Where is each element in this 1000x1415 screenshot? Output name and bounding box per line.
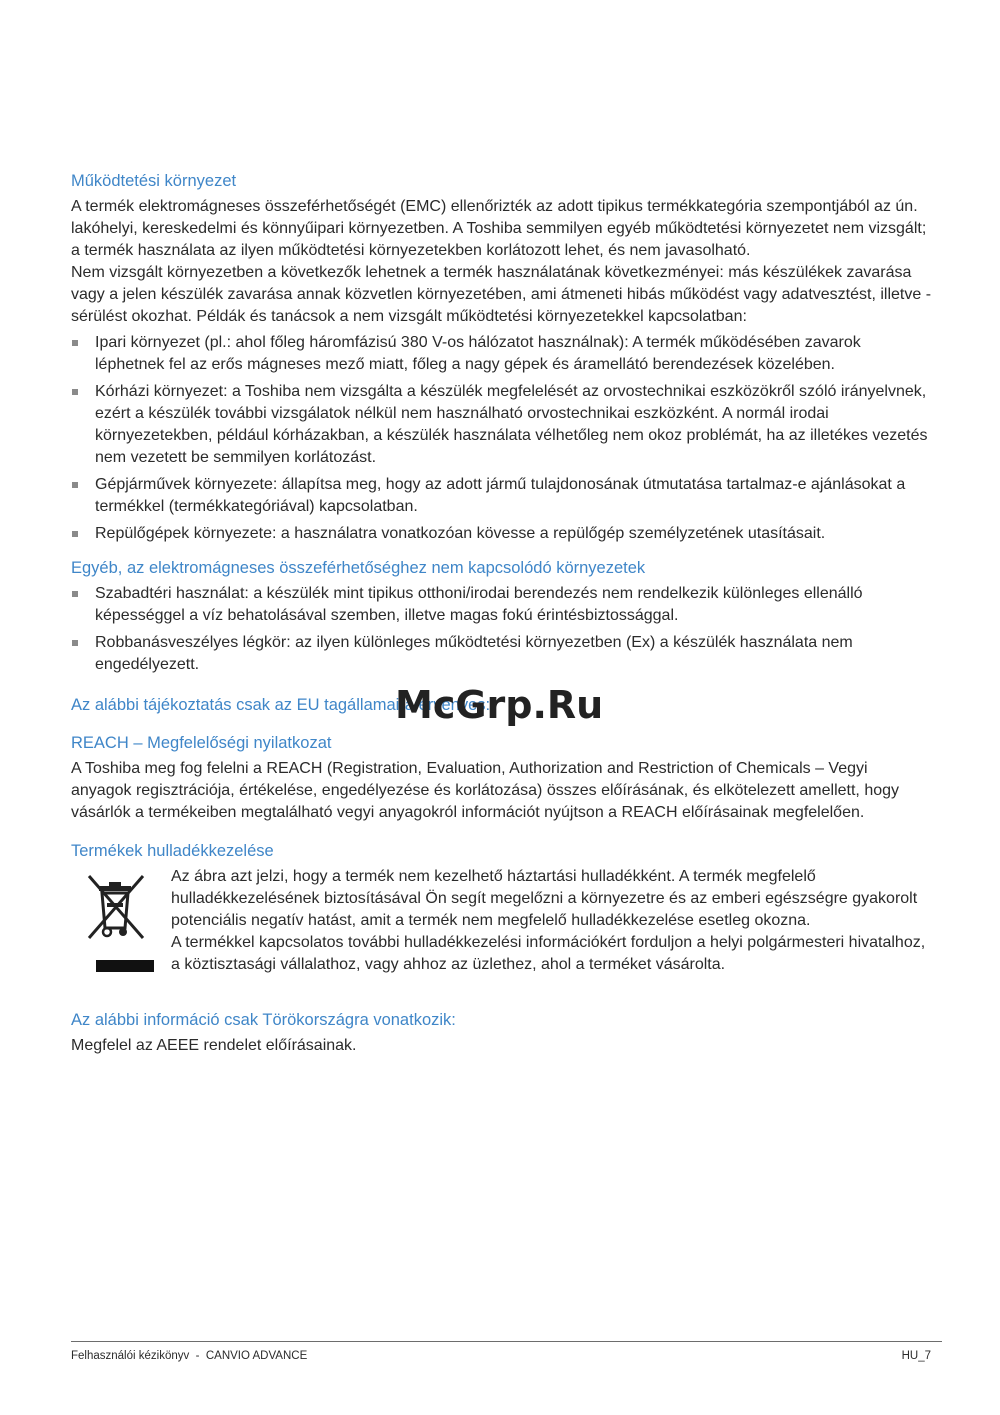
footer-divider bbox=[71, 1341, 942, 1342]
crossed-out-wheelie-bin-icon bbox=[71, 868, 161, 981]
bullet-square-icon bbox=[72, 482, 78, 488]
waste-section bbox=[71, 840, 931, 981]
document-page bbox=[71, 170, 931, 1069]
other-environments-list bbox=[71, 583, 931, 676]
bullet-square-icon bbox=[72, 591, 78, 597]
list-item: Repülőgépek környezete: a használatra vonatkozóan kövesse a repülőgép személyzetének utasításait. bbox=[71, 523, 931, 545]
other-environments-section bbox=[71, 557, 931, 676]
list-item: Robbanásveszélyes légkör: az ilyen különleges működtetési környezetben (Ex) a készülék használata nem engedélyezett. bbox=[71, 632, 931, 676]
waste-content bbox=[71, 866, 931, 981]
list-item: Kórházi környezet: a Toshiba nem vizsgálta a készülék megfelelését az orvostechnikai eszközökről szóló irányelvnek, ezért a készülék további vizsgálatok nélkül nem használható orvostechnikai eszközként. A normál irodai környezetekben, például kórházakban, a készülék használata vélhetőleg nem okoz problémát, ha az illetékes vezetés nem vezetett be semmilyen korlátozást. bbox=[71, 381, 931, 469]
other-environments-heading: Egyéb, az elektromágneses összeférhetőséghez nem kapcsolódó környezetek bbox=[71, 559, 646, 577]
operating-environment-list bbox=[71, 332, 931, 545]
waste-paragraph-2: A termékkel kapcsolatos további hulladékkezelési információkért forduljon a helyi polgármesteri hivatalhoz, a köztisztasági vállalathoz, vagy ahhoz az üzlethez, ahol a terméket vásárolta. bbox=[171, 934, 926, 973]
reach-heading: REACH – Megfelelőségi nyilatkozat bbox=[71, 734, 332, 752]
waste-paragraph-1: Az ábra azt jelzi, hogy a termék nem kezelhető háztartási hulladékként. A termék megfelelő hulladékkezelésének biztosításával Ön segít megelőzni a környezetre és az emberi egészségre gyakorolt potenciális negatív hatást, amit a termék nem megfelelő hulladékkezelése esetleg okozna. bbox=[171, 868, 918, 929]
footer-document-title: Felhasználói kézikönyv - CANVIO ADVANCE bbox=[71, 1350, 308, 1362]
waste-text bbox=[171, 866, 931, 976]
bullet-square-icon bbox=[72, 531, 78, 537]
turkey-section bbox=[71, 1009, 931, 1057]
bullet-square-icon bbox=[72, 340, 78, 346]
waste-heading: Termékek hulladékkezelése bbox=[71, 842, 274, 860]
bullet-square-icon bbox=[72, 640, 78, 646]
reach-section bbox=[71, 732, 931, 824]
eu-notice-heading: Az alábbi tájékoztatás csak az EU tagállamaira érvényes: bbox=[71, 696, 491, 714]
list-item: Gépjárművek környezete: állapítsa meg, hogy az adott jármű tulajdonosának útmutatása tartalmaz-e ajánlásokat a termékkel (termékkategóriával) kapcsolatban. bbox=[71, 474, 931, 518]
operating-environment-paragraph-2: Nem vizsgált környezetben a következők lehetnek a termék használatának következményei: más készülékek zavarása vagy a jelen készülék zavarása annak közvetlen környezetében, ami átmeneti hibás működést vagy adatvesztést, illetve -sérülést okozhat. Példák és tanácsok a nem vizsgált működtetési környezetekkel kapcsolatban: bbox=[71, 264, 932, 325]
list-item: Szabadtéri használat: a készülék mint tipikus otthoni/irodai berendezés nem rendelkezik különleges ellenálló képességgel a víz behatolásával szemben, illetve magas fokú érintésbiztossággal. bbox=[71, 583, 931, 627]
page-footer bbox=[71, 1350, 931, 1362]
reach-paragraph: A Toshiba meg fog felelni a REACH (Registration, Evaluation, Authorization and Restriction of Chemicals – Vegyi anyagok regisztrációja, értékelése, engedélyezése és korlátozása) összes előírásának, és elkötelezett amellett, hogy vásárlók a termékeiben megtalálható vegyi anyagokról információt nyújtson a REACH előírásainak megfelelően. bbox=[71, 760, 900, 821]
operating-environment-section bbox=[71, 170, 931, 545]
turkey-paragraph: Megfelel az AEEE rendelet előírásainak. bbox=[71, 1037, 357, 1054]
turkey-heading: Az alábbi információ csak Törökországra vonatkozik: bbox=[71, 1011, 456, 1029]
footer-page-number: HU_7 bbox=[901, 1350, 931, 1362]
list-item: Ipari környezet (pl.: ahol főleg háromfázisú 380 V-os hálózatot használnak): A termék működésében zavarok léphetnek fel az erős mágneses mező miatt, főleg a nagy gépek és áramellátó berendezések közelében. bbox=[71, 332, 931, 376]
operating-environment-paragraph-1: A termék elektromágneses összeférhetőségét (EMC) ellenőrizték az adott tipikus termékkategória szempontjából az ún. lakóhelyi, kereskedelmi és könnyűipari környezetben. A Toshiba semmilyen egyéb működtetési környezetet nem vizsgált; a termék használata az ilyen működtetési környezetekben korlátozott lehet, és nem javasolható. bbox=[71, 198, 927, 259]
bullet-square-icon bbox=[72, 389, 78, 395]
watermark: McGrp.Ru bbox=[395, 683, 604, 727]
operating-environment-heading: Működtetési környezet bbox=[71, 172, 237, 190]
